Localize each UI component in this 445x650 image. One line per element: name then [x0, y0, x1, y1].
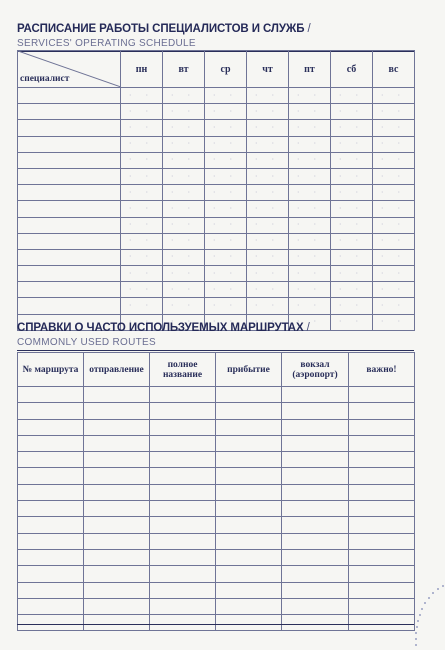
schedule-cell[interactable] [331, 168, 373, 184]
day-header-thu: чт [247, 51, 289, 88]
route-row [18, 615, 415, 631]
schedule-row [18, 282, 415, 298]
route-cell[interactable] [84, 468, 150, 484]
schedule-cell[interactable] [289, 298, 331, 314]
col-station: вокзал (аэропорт) [282, 353, 349, 387]
route-cell[interactable] [150, 387, 216, 403]
route-cell[interactable] [349, 549, 415, 565]
specialist-cell[interactable] [18, 168, 121, 184]
schedule-cell[interactable] [247, 104, 289, 120]
schedule-cell[interactable] [289, 185, 331, 201]
route-row [18, 533, 415, 549]
schedule-cell[interactable] [331, 136, 373, 152]
schedule-cell[interactable] [121, 217, 163, 233]
schedule-cell[interactable] [205, 298, 247, 314]
schedule-row [18, 217, 415, 233]
route-cell[interactable] [150, 468, 216, 484]
route-cell[interactable] [349, 419, 415, 435]
schedule-cell[interactable] [205, 136, 247, 152]
schedule-cell[interactable] [289, 88, 331, 104]
route-cell[interactable] [216, 517, 282, 533]
route-cell[interactable] [18, 549, 84, 565]
schedule-cell[interactable] [289, 168, 331, 184]
route-cell[interactable] [216, 549, 282, 565]
routes-subtitle: COMMONLY USED ROUTES [17, 337, 414, 351]
route-row [18, 403, 415, 419]
route-row [18, 517, 415, 533]
route-cell[interactable] [18, 598, 84, 614]
route-cell[interactable] [84, 582, 150, 598]
schedule-cell[interactable] [247, 120, 289, 136]
route-cell[interactable] [150, 549, 216, 565]
route-cell[interactable] [282, 517, 349, 533]
schedule-cell[interactable] [163, 152, 205, 168]
schedule-row [18, 152, 415, 168]
schedule-cell[interactable] [205, 120, 247, 136]
schedule-cell[interactable] [289, 217, 331, 233]
route-cell[interactable] [282, 582, 349, 598]
day-header-sat: сб [331, 51, 373, 88]
schedule-cell[interactable] [247, 217, 289, 233]
route-cell[interactable] [84, 549, 150, 565]
schedule-cell[interactable] [163, 298, 205, 314]
schedule-cell[interactable] [331, 120, 373, 136]
schedule-row [18, 298, 415, 314]
day-header-tue: вт [163, 51, 205, 88]
schedule-cell[interactable] [247, 266, 289, 282]
schedule-cell[interactable] [205, 266, 247, 282]
route-cell[interactable] [216, 484, 282, 500]
schedule-header-row [18, 51, 415, 88]
route-cell[interactable] [84, 387, 150, 403]
schedule-cell[interactable] [121, 152, 163, 168]
route-cell[interactable] [84, 419, 150, 435]
specialist-cell[interactable] [18, 298, 121, 314]
specialist-cell[interactable] [18, 120, 121, 136]
schedule-cell[interactable] [373, 233, 415, 249]
schedule-cell[interactable] [289, 136, 331, 152]
schedule-row [18, 168, 415, 184]
schedule-cell[interactable] [205, 282, 247, 298]
schedule-cell[interactable] [205, 201, 247, 217]
day-header-mon: пн [121, 51, 163, 88]
route-cell[interactable] [216, 566, 282, 582]
specialist-cell[interactable] [18, 266, 121, 282]
route-cell[interactable] [216, 501, 282, 517]
schedule-cell[interactable] [247, 249, 289, 265]
schedule-cell[interactable] [205, 217, 247, 233]
schedule-table [17, 50, 415, 331]
routes-table [17, 352, 415, 631]
route-cell[interactable] [216, 419, 282, 435]
route-cell[interactable] [150, 533, 216, 549]
schedule-cell[interactable] [121, 136, 163, 152]
schedule-cell[interactable] [205, 88, 247, 104]
route-cell[interactable] [349, 387, 415, 403]
schedule-cell[interactable] [373, 217, 415, 233]
route-row [18, 501, 415, 517]
route-cell[interactable] [216, 598, 282, 614]
route-cell[interactable] [84, 566, 150, 582]
schedule-cell[interactable] [331, 298, 373, 314]
schedule-row [18, 249, 415, 265]
specialist-cell[interactable] [18, 201, 121, 217]
schedule-cell[interactable] [331, 282, 373, 298]
schedule-cell[interactable] [247, 185, 289, 201]
route-cell[interactable] [84, 615, 150, 631]
route-cell[interactable] [18, 582, 84, 598]
schedule-cell[interactable] [373, 104, 415, 120]
route-cell[interactable] [150, 517, 216, 533]
schedule-cell[interactable] [205, 104, 247, 120]
schedule-cell[interactable] [373, 282, 415, 298]
route-cell[interactable] [150, 582, 216, 598]
schedule-cell[interactable] [331, 217, 373, 233]
specialist-cell[interactable] [18, 152, 121, 168]
route-cell[interactable] [150, 615, 216, 631]
route-row [18, 549, 415, 565]
schedule-cell[interactable] [289, 104, 331, 120]
schedule-cell[interactable] [247, 233, 289, 249]
route-cell[interactable] [150, 484, 216, 500]
route-cell[interactable] [150, 419, 216, 435]
schedule-cell[interactable] [163, 201, 205, 217]
schedule-cell[interactable] [373, 88, 415, 104]
schedule-cell[interactable] [163, 120, 205, 136]
schedule-cell[interactable] [247, 201, 289, 217]
route-cell[interactable] [84, 501, 150, 517]
specialist-cell[interactable] [18, 104, 121, 120]
route-cell[interactable] [150, 435, 216, 451]
schedule-cell[interactable] [289, 266, 331, 282]
route-cell[interactable] [216, 452, 282, 468]
route-cell[interactable] [349, 517, 415, 533]
day-header-sun: вс [373, 51, 415, 88]
route-cell[interactable] [216, 403, 282, 419]
route-cell[interactable] [282, 615, 349, 631]
route-row [18, 435, 415, 451]
routes-header-row [18, 353, 415, 387]
schedule-cell[interactable] [163, 104, 205, 120]
route-cell[interactable] [150, 566, 216, 582]
route-cell[interactable] [18, 435, 84, 451]
route-cell[interactable] [349, 484, 415, 500]
route-cell[interactable] [282, 468, 349, 484]
col-important: важно! [349, 353, 415, 387]
route-cell[interactable] [349, 501, 415, 517]
schedule-cell[interactable] [163, 249, 205, 265]
route-cell[interactable] [18, 468, 84, 484]
schedule-cell[interactable] [247, 282, 289, 298]
specialist-cell[interactable] [18, 88, 121, 104]
schedule-cell[interactable] [373, 168, 415, 184]
route-cell[interactable] [150, 501, 216, 517]
route-cell[interactable] [349, 533, 415, 549]
specialist-header-cell [18, 51, 121, 88]
schedule-cell[interactable] [205, 249, 247, 265]
route-cell[interactable] [18, 566, 84, 582]
schedule-subtitle: SERVICES' OPERATING SCHEDULE [17, 38, 414, 52]
schedule-cell[interactable] [373, 120, 415, 136]
col-full-name: полное название [150, 353, 216, 387]
col-route-number: № маршрута [18, 353, 84, 387]
schedule-cell[interactable] [163, 282, 205, 298]
route-row [18, 468, 415, 484]
schedule-row [18, 136, 415, 152]
schedule-cell[interactable] [163, 88, 205, 104]
route-row [18, 566, 415, 582]
schedule-cell[interactable] [331, 185, 373, 201]
route-cell[interactable] [18, 533, 84, 549]
schedule-cell[interactable] [121, 201, 163, 217]
schedule-cell[interactable] [121, 168, 163, 184]
route-cell[interactable] [84, 403, 150, 419]
schedule-cell[interactable] [247, 136, 289, 152]
route-cell[interactable] [84, 598, 150, 614]
schedule-cell[interactable] [331, 104, 373, 120]
route-cell[interactable] [18, 452, 84, 468]
schedule-cell[interactable] [373, 152, 415, 168]
route-row [18, 484, 415, 500]
route-row [18, 452, 415, 468]
schedule-cell[interactable] [121, 104, 163, 120]
specialist-cell[interactable] [18, 217, 121, 233]
route-row [18, 582, 415, 598]
schedule-cell[interactable] [247, 298, 289, 314]
schedule-cell[interactable] [289, 201, 331, 217]
route-cell[interactable] [216, 387, 282, 403]
col-arrival: прибытие [216, 353, 282, 387]
route-cell[interactable] [216, 615, 282, 631]
schedule-cell[interactable] [163, 168, 205, 184]
route-cell[interactable] [282, 549, 349, 565]
specialist-cell[interactable] [18, 136, 121, 152]
schedule-body [18, 88, 415, 331]
schedule-cell[interactable] [331, 266, 373, 282]
schedule-cell[interactable] [373, 136, 415, 152]
route-cell[interactable] [84, 533, 150, 549]
schedule-cell[interactable] [163, 266, 205, 282]
route-cell[interactable] [282, 403, 349, 419]
schedule-cell[interactable] [163, 136, 205, 152]
route-cell[interactable] [216, 533, 282, 549]
route-cell[interactable] [349, 403, 415, 419]
schedule-cell[interactable] [121, 88, 163, 104]
route-cell[interactable] [150, 452, 216, 468]
schedule-cell[interactable] [373, 298, 415, 314]
schedule-cell[interactable] [121, 298, 163, 314]
schedule-cell[interactable] [331, 201, 373, 217]
schedule-cell[interactable] [247, 168, 289, 184]
schedule-cell[interactable] [163, 217, 205, 233]
schedule-header [17, 23, 414, 52]
route-cell[interactable] [282, 484, 349, 500]
schedule-cell[interactable] [289, 249, 331, 265]
schedule-cell[interactable] [121, 233, 163, 249]
route-cell[interactable] [282, 387, 349, 403]
day-header-wed: ср [205, 51, 247, 88]
route-cell[interactable] [84, 517, 150, 533]
routes-body [18, 387, 415, 631]
schedule-cell[interactable] [247, 88, 289, 104]
route-cell[interactable] [349, 468, 415, 484]
day-header-fri: пт [289, 51, 331, 88]
specialist-cell[interactable] [18, 233, 121, 249]
schedule-cell[interactable] [205, 185, 247, 201]
route-cell[interactable] [282, 598, 349, 614]
route-cell[interactable] [282, 435, 349, 451]
specialist-cell[interactable] [18, 282, 121, 298]
schedule-cell[interactable] [373, 266, 415, 282]
schedule-row [18, 104, 415, 120]
schedule-cell[interactable] [121, 120, 163, 136]
route-row [18, 387, 415, 403]
schedule-cell[interactable] [373, 249, 415, 265]
decorative-dots [385, 580, 445, 650]
route-cell[interactable] [84, 452, 150, 468]
route-cell[interactable] [282, 566, 349, 582]
routes-header [17, 322, 414, 351]
route-row [18, 598, 415, 614]
schedule-cell[interactable] [331, 152, 373, 168]
schedule-cell[interactable] [121, 282, 163, 298]
route-cell[interactable] [216, 582, 282, 598]
schedule-row [18, 88, 415, 104]
schedule-cell[interactable] [373, 201, 415, 217]
schedule-cell[interactable] [121, 266, 163, 282]
schedule-cell[interactable] [205, 233, 247, 249]
routes-title: СПРАВКИ О ЧАСТО ИСПОЛЬЗУЕМЫХ МАРШРУТАХ / [17, 322, 310, 334]
route-cell[interactable] [18, 501, 84, 517]
route-cell[interactable] [349, 452, 415, 468]
bottom-rule [17, 624, 414, 625]
schedule-title: РАСПИСАНИЕ РАБОТЫ СПЕЦИАЛИСТОВ И СЛУЖБ / [17, 23, 311, 35]
route-cell[interactable] [150, 598, 216, 614]
schedule-cell[interactable] [289, 282, 331, 298]
schedule-cell[interactable] [205, 168, 247, 184]
schedule-cell[interactable] [373, 185, 415, 201]
specialist-cell[interactable] [18, 249, 121, 265]
schedule-cell[interactable] [121, 185, 163, 201]
schedule-cell[interactable] [331, 233, 373, 249]
route-cell[interactable] [84, 435, 150, 451]
schedule-row [18, 201, 415, 217]
route-cell[interactable] [18, 419, 84, 435]
schedule-cell[interactable] [121, 249, 163, 265]
schedule-cell[interactable] [331, 249, 373, 265]
schedule-cell[interactable] [163, 185, 205, 201]
route-cell[interactable] [18, 387, 84, 403]
schedule-cell[interactable] [331, 88, 373, 104]
route-cell[interactable] [18, 403, 84, 419]
route-cell[interactable] [282, 533, 349, 549]
route-cell[interactable] [216, 435, 282, 451]
schedule-cell[interactable] [205, 152, 247, 168]
schedule-row [18, 233, 415, 249]
route-cell[interactable] [349, 435, 415, 451]
schedule-cell[interactable] [289, 233, 331, 249]
schedule-row [18, 185, 415, 201]
route-cell[interactable] [282, 501, 349, 517]
schedule-cell[interactable] [163, 233, 205, 249]
schedule-cell[interactable] [247, 152, 289, 168]
route-cell[interactable] [282, 419, 349, 435]
specialist-cell[interactable] [18, 185, 121, 201]
schedule-row [18, 120, 415, 136]
col-departure: отправление [84, 353, 150, 387]
route-cell[interactable] [282, 452, 349, 468]
schedule-cell[interactable] [289, 120, 331, 136]
specialist-label: специалист [20, 74, 70, 84]
route-row [18, 419, 415, 435]
schedule-cell[interactable] [289, 152, 331, 168]
route-cell[interactable] [18, 484, 84, 500]
route-cell[interactable] [84, 484, 150, 500]
route-cell[interactable] [18, 517, 84, 533]
schedule-row [18, 266, 415, 282]
route-cell[interactable] [216, 468, 282, 484]
route-cell[interactable] [18, 615, 84, 631]
route-cell[interactable] [150, 403, 216, 419]
